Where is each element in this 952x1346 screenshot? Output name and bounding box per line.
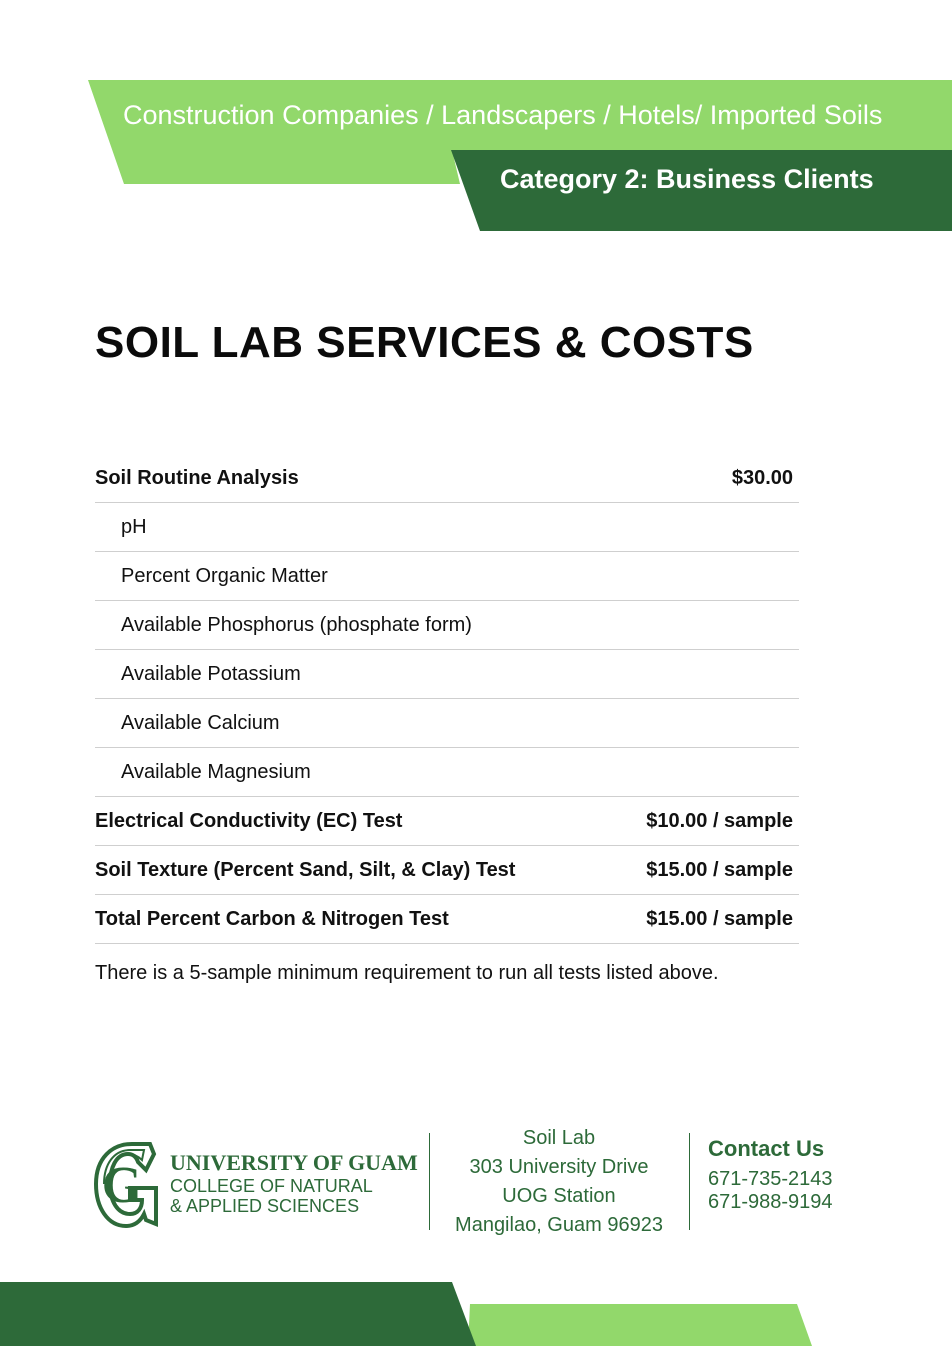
logo-letter: G [101, 1157, 143, 1214]
address-line: UOG Station [502, 1185, 616, 1207]
service-name: Available Calcium [121, 711, 280, 734]
address-line: 303 University Drive [469, 1156, 649, 1178]
service-name: Soil Texture (Percent Sand, Silt, & Clay) Test [95, 858, 516, 881]
service-subitem-row [95, 503, 799, 552]
footer-divider [689, 1133, 690, 1230]
service-name: Percent Organic Matter [121, 564, 328, 587]
service-row [95, 454, 799, 503]
footer-banner [0, 1278, 952, 1346]
service-subitem-row [95, 650, 799, 699]
service-price: $30.00 [731, 466, 793, 489]
footer-divider [429, 1133, 430, 1230]
service-name: Available Magnesium [121, 760, 311, 783]
service-price: $15.00 / sample [646, 907, 793, 930]
phone-number[interactable]: 671-735-2143 [708, 1168, 833, 1190]
service-row [95, 797, 799, 846]
service-row [95, 895, 799, 944]
address-line: Mangilao, Guam 96923 [455, 1214, 663, 1236]
phone-number[interactable]: 671-988-9194 [708, 1191, 833, 1213]
university-name: UNIVERSITY OF GUAM [170, 1150, 418, 1175]
service-name: Electrical Conductivity (EC) Test [95, 809, 403, 832]
service-subitem-row [95, 552, 799, 601]
category-heading: Category 2: Business Clients [500, 164, 874, 194]
footer-dark-green-shape [0, 1282, 476, 1346]
service-row [95, 846, 799, 895]
service-price: $10.00 / sample [646, 809, 793, 832]
contact-heading: Contact Us [708, 1136, 825, 1161]
service-name: pH [121, 515, 147, 538]
audience-heading: Construction Companies / Landscapers / Hotels/ Imported Soils [123, 100, 883, 130]
college-name-line2: & APPLIED SCIENCES [170, 1196, 360, 1216]
lab-address [440, 1124, 678, 1240]
college-name-line1: COLLEGE OF NATURAL [170, 1176, 373, 1196]
page-title: SOIL LAB SERVICES & COSTS [95, 318, 754, 367]
service-price: $15.00 / sample [646, 858, 793, 881]
minimum-sample-note: There is a 5-sample minimum requirement to run all tests listed above. [95, 962, 719, 984]
service-subitem-row [95, 748, 799, 797]
services-table [95, 454, 799, 944]
service-subitem-row [95, 601, 799, 650]
address-line: Soil Lab [522, 1127, 596, 1149]
service-name: Soil Routine Analysis [95, 466, 299, 489]
footer-light-green-shape [468, 1304, 812, 1346]
university-logo-icon [86, 1140, 158, 1228]
service-name: Available Potassium [121, 662, 301, 685]
service-name: Available Phosphorus (phosphate form) [121, 613, 472, 636]
service-subitem-row [95, 699, 799, 748]
service-name: Total Percent Carbon & Nitrogen Test [95, 907, 449, 930]
